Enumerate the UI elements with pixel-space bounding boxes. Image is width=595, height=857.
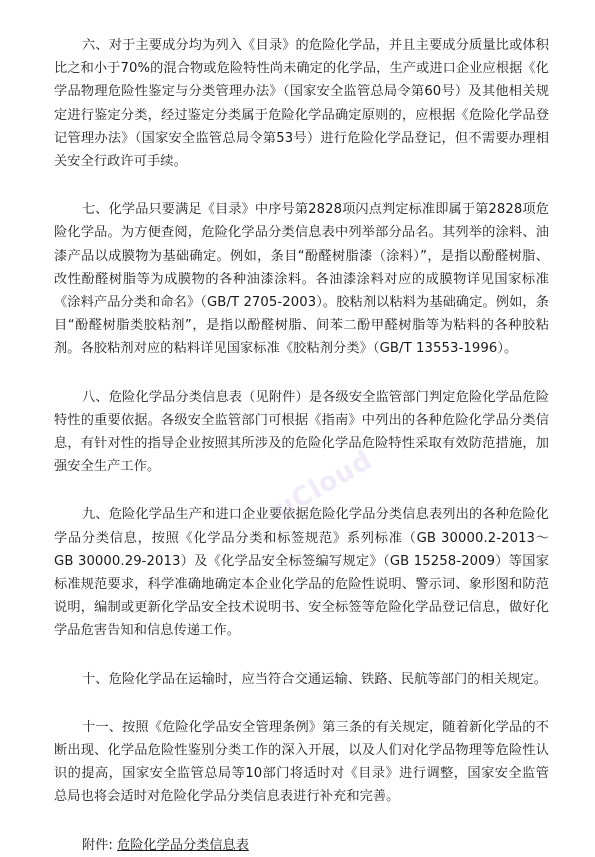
paragraph-9: 九、危险化学品生产和进口企业要依据危险化学品分类信息表列出的各种危险化学品分类信息，按照《化学品分类和标签规范》系列标准（GB 30000.2-2013～GB 30000.29-2013）及《化学品安全标签编写规定》（GB 15258-2009）等国家标准规范要求，科学准确地确定本企业化学品的危险性说明、警示词、象形图和防范说明，编制或更新化学品安全技术说明书、安全标签等危险化学品登记信息，做好化学品危害告知和信息传递工作。 (54, 507, 549, 639)
paragraph-7: 七、化学品只要满足《目录》中序号第2828项闪点判定标准即属于第2828项危险化学品。为方便查阅，危险化学品分类信息表中列举部分品名。其列举的涂料、油漆产品以成膜物为基础确定。例如，条目“酚醛树脂漆（涂料）”，是指以酚醛树脂、改性酚醛树脂等为成膜物的各种油漆涂料。各油漆涂料对应的成膜物详见国家标准《涂料产品分类和命名》（GB/T 2705-2003）。胶粘剂以粘料为基础确定。例如，条目“酚醛树脂类胶粘剂”，是指以酚醛树脂、间苯二酚甲醛树脂等为粘料的各种胶粘剂。各胶粘剂对应的粘料详见国家标准《胶粘剂分类》（GB/T 13553-1996）。 (54, 202, 549, 357)
attachment-link[interactable]: 危险化学品分类信息表 (117, 837, 249, 853)
document-body (54, 34, 549, 857)
paragraph-8: 八、危险化学品分类信息表（见附件）是各级安全监管部门判定危险化学品危险特性的重要依据。各级安全监管部门可根据《指南》中列出的各种危险化学品分类信息，有针对性的指导企业按照其所涉及的危险化学品危险特性采取有效防范措施，加强安全生产工作。 (54, 389, 549, 475)
paragraph-6: 六、对于主要成分均为列入《目录》的危险化学品，并且主要成分质量比或体积比之和小于70%的混合物或危险特性尚未确定的化学品，生产或进口企业应根据《化学品物理危险性鉴定与分类管理办法》（国家安全监管总局令第60号）及其他相关规定进行鉴定分类，经过鉴定分类属于危险化学品确定原则的，应根据《危险化学品登记管理办法》（国家安全监管总局令第53号）进行危险化学品登记，但不需要办理相关安全行政许可手续。 (54, 38, 549, 170)
paragraph-10: 十、危险化学品在运输时，应当符合交通运输、铁路、民航等部门的相关规定。 (82, 671, 548, 687)
attachment-line (54, 834, 549, 857)
attachment-label: 附件: (82, 837, 113, 853)
paragraph-11: 十一、按照《危险化学品安全管理条例》第三条的有关规定，随着新化学品的不断出现、化学品危险性鉴别分类工作的深入开展，以及人们对化学品物理等危险性认识的提高，国家安全监管总局等10部门将适时对《目录》进行调整，国家安全监管总局也将会适时对危险化学品分类信息表进行补充和完善。 (54, 719, 549, 805)
watermark-logo: uCloud (269, 445, 378, 525)
